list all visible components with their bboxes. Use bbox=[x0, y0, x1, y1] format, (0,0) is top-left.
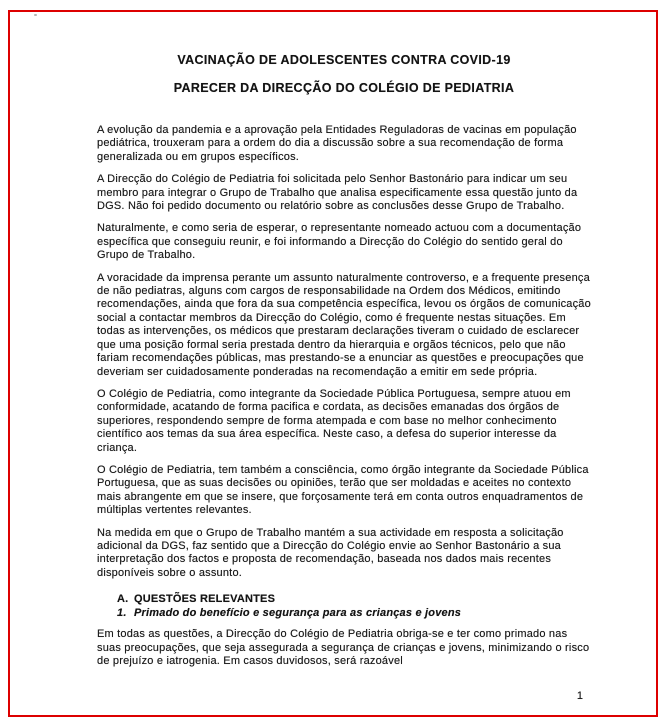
subsection-heading-label: 1. bbox=[117, 607, 127, 620]
paragraph-1: A evolução da pandemia e a aprovação pela Entidades Reguladoras de vacinas em população pediátrica, trouxeram para a ordem do dia a discussão sobre a sua recomendação de forma generalizada ou em grupos específicos. bbox=[97, 124, 577, 163]
paragraph-3: Naturalmente, e como seria de esperar, o representante nomeado actuou com a documentação específica que conseguiu reunir, e foi informando a Direcção do Colégio do sentido geral do Grupo de Trabalho. bbox=[97, 222, 582, 262]
section-headings bbox=[117, 592, 591, 620]
document-title-line1: VACINAÇÃO DE ADOLESCENTES CONTRA COVID-19 bbox=[177, 53, 511, 67]
section-heading-text: QUESTÕES RELEVANTES bbox=[134, 593, 276, 606]
closing-paragraph: Em todas as questões, a Direcção do Colégio de Pediatria obriga-se e ter como primado nas suas preocupações, que seja assegurada a segurança de crianças e jovens, minimizando o risco de prejuízo e iatrogenia. Em casos duvidosos, será razoável bbox=[97, 628, 590, 667]
paragraph-4: A voracidade da imprensa perante um assunto naturalmente controverso, e a frequente presença de não pediatras, alguns com cargos de responsabilidade na Ordem dos Médicos, emitindo recomendações, ainda que fora da sua competência específica, levou os órgãos de comunicação social a contactar membros da Direcção do Colégio, como é frequente nestas situações. Em todas as intervenções, os médicos que prestaram declarações tiveram o cuidado de esclarecer que uma posição formal seria prestada dentro da hierarquia e orgãos técnicos, pelo que não fariam recomendações públicas, mas prestando-se a enunciar as questões e preocupações que deveriam ser cuidadosamente ponderadas na recomendação a emitir em sede própria. bbox=[97, 271, 591, 378]
subsection-heading-1 bbox=[117, 606, 591, 620]
document-title-block bbox=[97, 46, 591, 102]
section-heading-a bbox=[117, 592, 591, 606]
document-title-line2: PARECER DA DIRECÇÃO DO COLÉGIO DE PEDIATRIA bbox=[173, 81, 515, 95]
paragraph-5: O Colégio de Pediatria, como integrante da Sociedade Pública Portuguesa, sempre atuou em conformidade, acatando de forma pacifica e cordata, as decisões emanadas dos órgãos de superiores, respondendo sempre de forma atempada e com base no melhor conhecimento científico aos temas da sua área específica. Neste caso, a defesa do superior interesse da criança. bbox=[97, 387, 571, 454]
scan-noise-speck bbox=[34, 14, 37, 16]
paragraph-7: Na medida em que o Grupo de Trabalho mantém a sua actividade em resposta a solicitação adicional da DGS, faz sentido que a Direcção do Colégio envie ao Senhor Bastonário a sua interpretação dos factos e proposta de recomendação, baseada nos dados mais recentes disponíveis sobre o assunto. bbox=[97, 526, 564, 579]
paragraph-2: A Direcção do Colégio de Pediatria foi solicitada pelo Senhor Bastonário para indicar um seu membro para integrar o Grupo de Trabalho que analisa especificamente essa questão junto da DGS. Não foi pedido documento ou relatório sobre as conclusões desse Grupo de Trabalho. bbox=[97, 173, 578, 213]
document-content bbox=[97, 46, 591, 668]
paragraph-6: O Colégio de Pediatria, tem também a consciência, como órgão integrante da Sociedade Pública Portuguesa, que as suas decisões ou opiniões, terão que ser moldadas e aceites no contexto mais abrangente em que se insere, que forçosamente terá em conta outros enquadramentos de múltiplas vertentes relevantes. bbox=[97, 463, 589, 517]
page-number: 1 bbox=[576, 690, 583, 702]
subsection-heading-text: Primado do benefício e segurança para as crianças e jovens bbox=[134, 607, 462, 620]
section-heading-label: A. bbox=[117, 593, 129, 606]
